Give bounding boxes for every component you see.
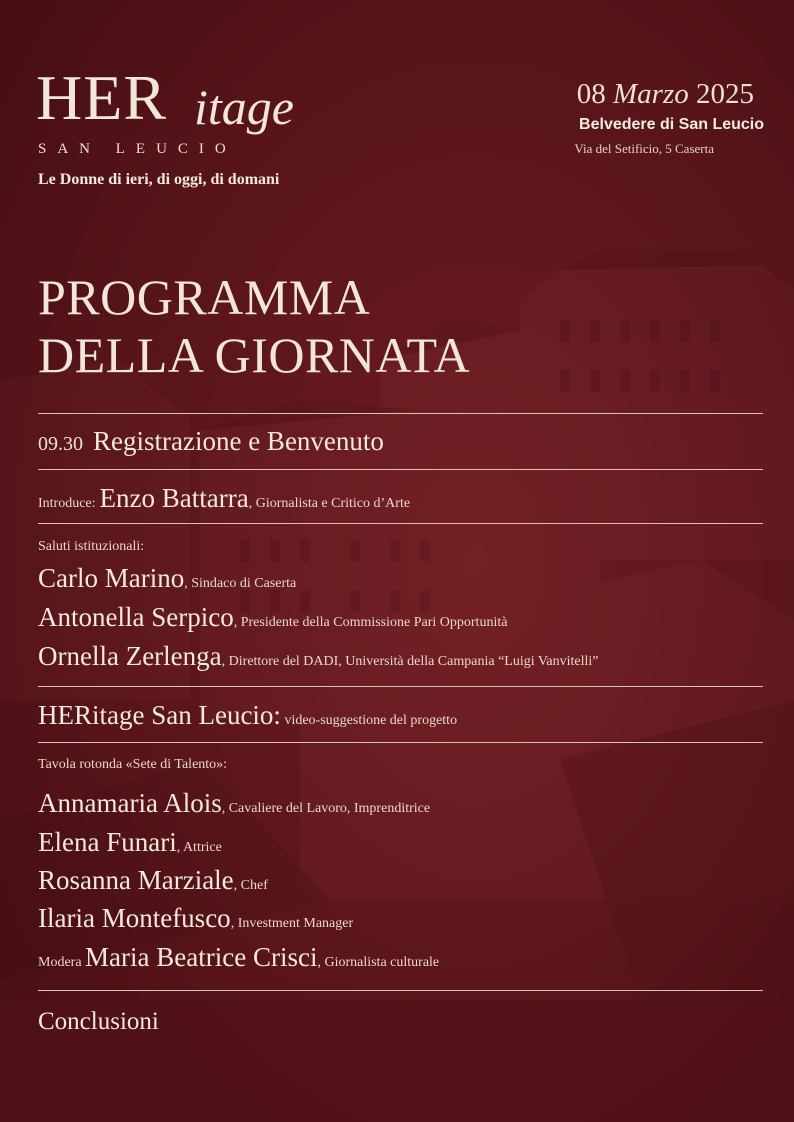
title-line-1: PROGRAMMA <box>38 269 371 325</box>
registration-label: Registrazione e Benvenuto <box>93 426 384 456</box>
registration-time: 09.30 <box>38 433 83 455</box>
roundtable-heading: Tavola rotonda «Sete di Talento»: <box>38 757 228 772</box>
moderator-prefix: Modera <box>38 955 86 970</box>
moderator-name: Maria Beatrice Crisci <box>85 942 318 972</box>
registration-row <box>38 426 384 457</box>
person-name: Antonella Serpico <box>38 602 234 632</box>
divider <box>38 742 763 743</box>
divider <box>38 413 763 414</box>
event-date <box>577 78 754 111</box>
intro-row <box>38 483 410 514</box>
person-name: Rosanna Marziale <box>38 865 234 895</box>
person-role: , Direttore del DADI, Università della Campania “Luigi Vanvitelli” <box>221 654 599 669</box>
roundtable-item <box>38 788 430 819</box>
event-month: Marzo <box>613 78 689 110</box>
conclusion: Conclusioni <box>38 1008 159 1035</box>
video-desc: video-suggestione del progetto <box>280 713 458 728</box>
event-address: Via del Setificio, 5 Caserta <box>574 141 714 156</box>
greetings-item <box>38 602 507 633</box>
person-name: Elena Funari <box>38 827 177 857</box>
person-name: Ilaria Montefusco <box>38 903 231 933</box>
video-name: HERitage San Leucio: <box>38 700 281 730</box>
person-name: Carlo Marino <box>38 563 185 593</box>
event-year: 2025 <box>696 78 754 110</box>
divider <box>38 686 763 687</box>
tagline: Le Donne di ieri, di oggi, di domani <box>38 171 280 188</box>
person-name: Annamaria Alois <box>38 788 222 818</box>
divider <box>38 469 763 470</box>
roundtable-item <box>38 827 222 858</box>
logo-itage: itage <box>194 79 294 135</box>
moderator-role: , Giornalista culturale <box>317 955 440 970</box>
person-role: , Presidente della Commissione Pari Opportunità <box>233 615 508 630</box>
event-venue: Belvedere di San Leucio <box>579 116 764 133</box>
greetings-item <box>38 641 599 672</box>
greetings-item <box>38 563 296 594</box>
intro-role: , Giornalista e Critico d’Arte <box>248 496 411 511</box>
logo-subtitle: SAN LEUCIO <box>38 141 237 157</box>
person-role: , Investment Manager <box>230 916 354 931</box>
divider <box>38 990 763 991</box>
person-name: Ornella Zerlenga <box>38 641 222 671</box>
roundtable-item <box>38 903 353 934</box>
roundtable-item <box>38 865 268 896</box>
event-day: 08 <box>576 78 606 110</box>
page-title <box>38 268 470 384</box>
logo-her: HER <box>36 62 167 133</box>
person-role: , Sindaco di Caserta <box>184 576 297 591</box>
moderator-row <box>38 942 439 973</box>
divider <box>38 523 763 524</box>
intro-name: Enzo Battarra <box>99 483 249 513</box>
person-role: , Chef <box>233 878 268 893</box>
greetings-heading: Saluti istituzionali: <box>38 539 145 554</box>
title-line-2: DELLA GIORNATA <box>38 327 471 383</box>
person-role: , Cavaliere del Lavoro, Imprenditrice <box>221 801 431 816</box>
video-row <box>38 700 457 731</box>
intro-prefix: Introduce: <box>38 496 96 511</box>
person-role: , Attrice <box>176 840 222 855</box>
